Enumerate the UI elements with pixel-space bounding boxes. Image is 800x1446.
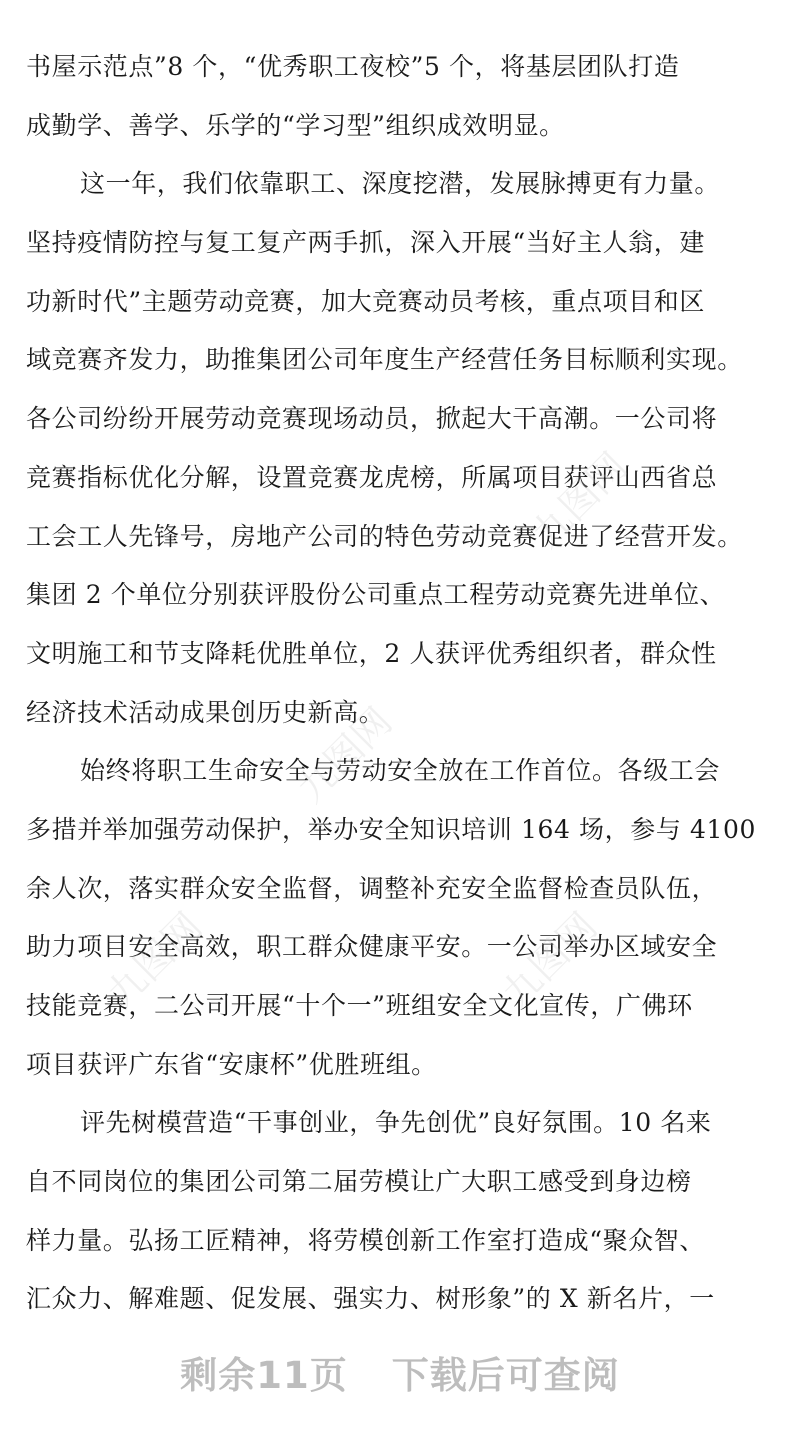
text-line: 功新时代”主题劳动竞赛，加大竞赛动员考核，重点项目和区 (26, 286, 705, 316)
text-line: 坚持疫情防控与复工复产两手抓，深入开展“当好主人翁，建 (26, 228, 705, 258)
text-line: 经济技术活动成果创历史新高。 (26, 697, 385, 727)
text-line: 样力量。弘扬工匠精神，将劳模创新工作室打造成“聚众智、 (26, 1225, 705, 1255)
document-body (26, 38, 778, 1329)
text-line: 汇众力、解难题、促发展、强实力、树形象”的 X 新名片，一 (26, 1284, 715, 1314)
text-line: 技能竞赛，二公司开展“十个一”班组安全文化宣传，广佛环 (26, 991, 693, 1020)
download-prompt[interactable] (0, 1345, 800, 1399)
text-line: 域竞赛齐发力，助推集团公司年度生产经营任务目标顺利实现。 (26, 345, 743, 375)
text-line: 集团 2 个单位分别获评股份公司重点工程劳动竞赛先进单位、 (26, 580, 726, 610)
text-line: 自不同岗位的集团公司第二届劳模让广大职工感受到身边榜 (26, 1167, 692, 1197)
text-line: 项目获评广东省“安康杯”优胜班组。 (26, 1049, 437, 1079)
text-line: 书屋示范点”8 个，“优秀职工夜校”5 个，将基层团队打造 (26, 52, 680, 81)
text-line: 余人次，落实群众安全监督，调整补充安全监督检查员队伍， (26, 873, 718, 903)
text-line: 多措并举加强劳动保护，举办安全知识培训 164 场，参与 4100 (26, 814, 756, 844)
text-line: 各公司纷纷开展劳动竞赛现场动员，掀起大干高潮。一公司将 (26, 404, 718, 434)
text-line: 竞赛指标优化分解，设置竞赛龙虎榜，所属项目获评山西省总 (26, 462, 718, 492)
paragraph-start-line: 评先树模营造“干事创业，争先创优”良好氛围。10 名来 (80, 1108, 712, 1138)
text-line: 助力项目安全高效，职工群众健康平安。一公司举办区域安全 (26, 932, 718, 962)
text-line: 工会工人先锋号，房地产公司的特色劳动竞赛促进了经营开发。 (26, 521, 743, 551)
watermark: 九图网 (493, 904, 606, 1016)
text-line: 成勤学、善学、乐学的“学习型”组织成效明显。 (26, 110, 565, 140)
watermark: 九图网 (288, 699, 401, 811)
remaining-pages-label: 剩余11页 (180, 1354, 348, 1397)
paragraph-start-line: 这一年，我们依靠职工、深度挖潜，发展脉搏更有力量。 (80, 169, 721, 199)
text-line: 文明施工和节支降耗优胜单位，2 人获评优秀组织者，群众性 (26, 638, 717, 668)
watermark: 九图网 (98, 904, 211, 1016)
watermark: 九图网 (523, 444, 636, 556)
paragraph-start-line: 始终将职工生命安全与劳动安全放在工作首位。各级工会 (80, 756, 721, 786)
download-to-view-label: 下载后可查阅 (391, 1354, 620, 1397)
